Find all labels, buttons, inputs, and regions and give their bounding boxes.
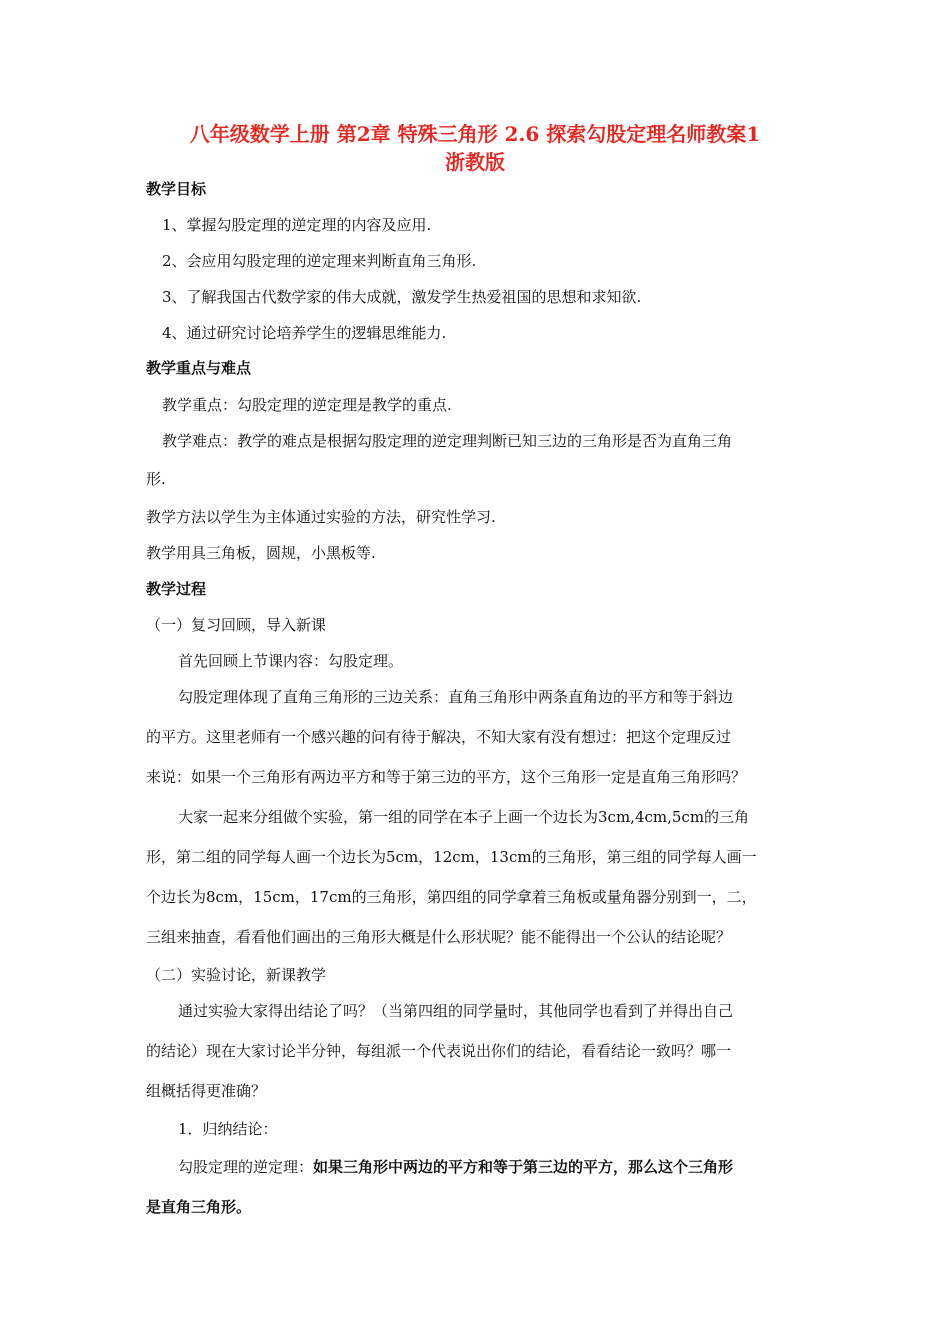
key-point: 教学重点：勾股定理的逆定理是教学的重点. bbox=[162, 396, 452, 414]
paragraph-3-line-3: 个边长为8cm，15cm，17cm的三角形，第四组的同学拿着三角板或量角器分别到一，二， bbox=[146, 888, 757, 906]
converse-theorem-label: 勾股定理的逆定理： bbox=[178, 1158, 314, 1176]
difficult-point-line-1: 教学难点：教学的难点是根据勾股定理的逆定理判断已知三边的三角形是否为直角三角 bbox=[162, 432, 733, 450]
objective-3: 3、了解我国古代数学家的伟大成就，激发学生热爱祖国的思想和求知欲. bbox=[162, 288, 642, 306]
key-points-heading: 教学重点与难点 bbox=[146, 359, 252, 377]
difficult-point-line-2: 形. bbox=[146, 470, 166, 488]
paragraph-3-line-4: 三组来抽查，看看他们画出的三角形大概是什么形状呢？能不能得出一个公认的结论呢？ bbox=[146, 928, 732, 946]
paragraph-2-line-2: 的平方。这里老师有一个感兴趣的问有待于解决，不知大家有没有想过：把这个定理反过 bbox=[146, 728, 732, 746]
process-heading: 教学过程 bbox=[146, 580, 207, 598]
paragraph-4-line-2: 的结论）现在大家讨论半分钟，每组派一个代表说出你们的结论，看看结论一致吗？哪一 bbox=[146, 1042, 732, 1060]
paragraph-1: 首先回顾上节课内容：勾股定理。 bbox=[178, 652, 404, 670]
title-line-2: 浙教版 bbox=[445, 150, 505, 174]
paragraph-4-line-3: 组概括得更准确？ bbox=[146, 1082, 267, 1100]
document-title bbox=[130, 120, 820, 176]
paragraph-3-line-1: 大家一起来分组做个实验，第一组的同学在本子上画一个边长为3cm,4cm,5cm的三角 bbox=[178, 808, 750, 826]
paragraph-3-line-2: 形，第二组的同学每人画一个边长为5cm，12cm，13cm的三角形，第三组的同学每人画一 bbox=[146, 848, 757, 866]
paragraph-2-line-3: 来说：如果一个三角形有两边平方和等于第三边的平方，这个三角形一定是直角三角形吗？ bbox=[146, 768, 747, 786]
converse-theorem-line-2: 是直角三角形。 bbox=[146, 1198, 252, 1216]
converse-theorem-statement: 如果三角形中两边的平方和等于第三边的平方，那么这个三角形 bbox=[313, 1158, 734, 1176]
paragraph-5: 1．归纳结论： bbox=[178, 1120, 278, 1138]
part-1-heading: （一）复习回顾，导入新课 bbox=[146, 616, 327, 634]
objective-2: 2、会应用勾股定理的逆定理来判断直角三角形. bbox=[162, 252, 477, 270]
teaching-tools: 教学用具三角板，圆规，小黑板等. bbox=[146, 544, 376, 562]
paragraph-4-line-1: 通过实验大家得出结论了吗？（当第四组的同学量时，其他同学也看到了并得出自己 bbox=[178, 1002, 734, 1020]
title-line-1: 八年级数学上册 第2章 特殊三角形 2.6 探索勾股定理名师教案1 bbox=[189, 122, 761, 146]
teaching-method: 教学方法以学生为主体通过实验的方法，研究性学习. bbox=[146, 508, 496, 526]
converse-theorem-line-1 bbox=[178, 1156, 733, 1177]
part-2-heading: （二）实验讨论，新课教学 bbox=[146, 966, 327, 984]
objective-4: 4、通过研究讨论培养学生的逻辑思维能力. bbox=[162, 324, 447, 342]
objective-1: 1、掌握勾股定理的逆定理的内容及应用. bbox=[162, 216, 432, 234]
objectives-heading: 教学目标 bbox=[146, 180, 207, 198]
paragraph-2-line-1: 勾股定理体现了直角三角形的三边关系：直角三角形中两条直角边的平方和等于斜边 bbox=[178, 688, 734, 706]
